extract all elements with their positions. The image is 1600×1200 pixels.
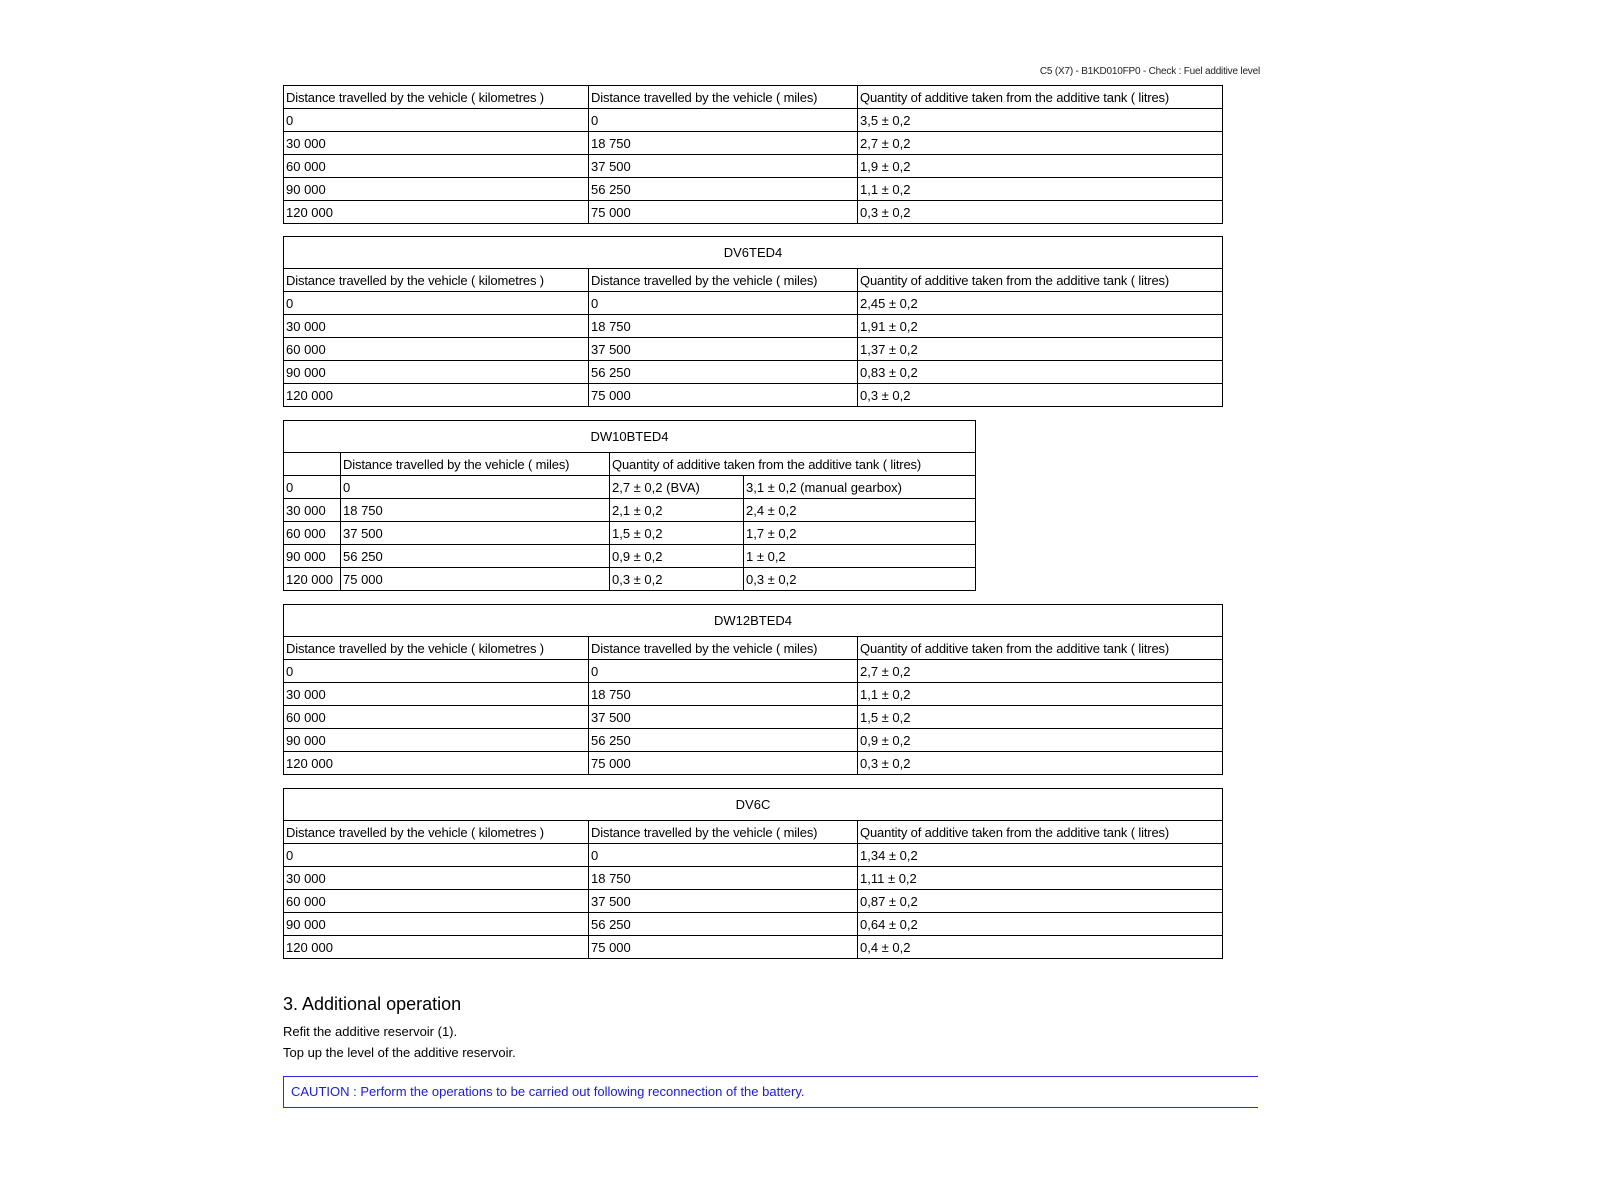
cell: 75 000 (341, 568, 610, 591)
table-row (284, 361, 1223, 384)
col-header-km: Distance travelled by the vehicle ( kilometres ) (284, 86, 589, 109)
cell: 1,9 ± 0,2 (858, 155, 1223, 178)
col-header-quantity: Quantity of additive taken from the additive tank ( litres) (858, 86, 1223, 109)
cell: 2,4 ± 0,2 (744, 499, 976, 522)
cell: 56 250 (341, 545, 610, 568)
cell: 90 000 (284, 361, 589, 384)
cell: 0 (341, 476, 610, 499)
cell: 0 (589, 292, 858, 315)
page-header: C5 (X7) - B1KD010FP0 - Check : Fuel additive level (1039, 66, 1260, 77)
cell: 60 000 (284, 890, 589, 913)
table-row (284, 683, 1223, 706)
table-row (284, 384, 1223, 407)
cell: 1,34 ± 0,2 (858, 844, 1223, 867)
cell: 0,3 ± 0,2 (858, 201, 1223, 224)
cell: 0 (284, 292, 589, 315)
cell: 0 (589, 109, 858, 132)
cell: 0 (589, 844, 858, 867)
table-row (284, 890, 1223, 913)
cell: 120 000 (284, 384, 589, 407)
cell: 0 (284, 660, 589, 683)
col-header-quantity: Quantity of additive taken from the additive tank ( litres) (858, 821, 1223, 844)
cell: 0,87 ± 0,2 (858, 890, 1223, 913)
table-row (284, 706, 1223, 729)
table-row (284, 545, 976, 568)
col-header-miles: Distance travelled by the vehicle ( miles) (589, 269, 858, 292)
table-title-row (284, 237, 1223, 269)
cell: 56 250 (589, 729, 858, 752)
additive-table-dv6ted4 (283, 236, 1223, 407)
table-row (284, 660, 1223, 683)
cell: 37 500 (589, 706, 858, 729)
cell: 1,1 ± 0,2 (858, 178, 1223, 201)
cell: 0 (284, 109, 589, 132)
table-row (284, 499, 976, 522)
cell: 75 000 (589, 384, 858, 407)
col-header-km: Distance travelled by the vehicle ( kilometres ) (284, 637, 589, 660)
cell: 30 000 (284, 132, 589, 155)
cell: 3,1 ± 0,2 (manual gearbox) (744, 476, 976, 499)
table-row (284, 844, 1223, 867)
cell: 18 750 (341, 499, 610, 522)
cell: 0,9 ± 0,2 (858, 729, 1223, 752)
cell: 56 250 (589, 361, 858, 384)
cell: 0,83 ± 0,2 (858, 361, 1223, 384)
table-row (284, 109, 1223, 132)
cell: 30 000 (284, 499, 341, 522)
cell: 60 000 (284, 338, 589, 361)
col-header-miles: Distance travelled by the vehicle ( miles) (341, 453, 610, 476)
cell: 18 750 (589, 315, 858, 338)
cell: 30 000 (284, 683, 589, 706)
table-row (284, 752, 1223, 775)
table-row (284, 132, 1223, 155)
cell: 0,4 ± 0,2 (858, 936, 1223, 959)
cell: 2,7 ± 0,2 (858, 132, 1223, 155)
col-header-miles: Distance travelled by the vehicle ( miles) (589, 637, 858, 660)
caution-text: CAUTION : Perform the operations to be carried out following reconnection of the battery. (291, 1084, 805, 1099)
table-row (284, 867, 1223, 890)
table-row (284, 568, 976, 591)
cell: 2,1 ± 0,2 (610, 499, 744, 522)
cell: 30 000 (284, 315, 589, 338)
table-row (284, 201, 1223, 224)
table-row (284, 292, 1223, 315)
cell: 18 750 (589, 683, 858, 706)
table-row (284, 315, 1223, 338)
instruction-line: Refit the additive reservoir (1). (283, 1024, 458, 1039)
table-row (284, 729, 1223, 752)
table-title: DV6TED4 (284, 237, 1223, 269)
table-row (284, 522, 976, 545)
cell: 2,45 ± 0,2 (858, 292, 1223, 315)
cell: 37 500 (341, 522, 610, 545)
cell: 90 000 (284, 913, 589, 936)
table-title: DW12BTED4 (284, 605, 1223, 637)
table-row (284, 936, 1223, 959)
cell: 0,64 ± 0,2 (858, 913, 1223, 936)
cell: 18 750 (589, 132, 858, 155)
col-header-km (284, 453, 341, 476)
cell: 37 500 (589, 338, 858, 361)
cell: 60 000 (284, 155, 589, 178)
section-title: 3. Additional operation (283, 994, 462, 1014)
col-header-km: Distance travelled by the vehicle ( kilometres ) (284, 269, 589, 292)
cell: 1,37 ± 0,2 (858, 338, 1223, 361)
table-header-row (284, 637, 1223, 660)
cell: 1,7 ± 0,2 (744, 522, 976, 545)
table-header-row (284, 821, 1223, 844)
cell: 0,3 ± 0,2 (744, 568, 976, 591)
cell: 18 750 (589, 867, 858, 890)
cell: 60 000 (284, 522, 341, 545)
cell: 0 (284, 844, 589, 867)
cell: 2,7 ± 0,2 (858, 660, 1223, 683)
caution-box (283, 1076, 1258, 1108)
cell: 0,3 ± 0,2 (610, 568, 744, 591)
cell: 1,11 ± 0,2 (858, 867, 1223, 890)
cell: 30 000 (284, 867, 589, 890)
cell: 120 000 (284, 936, 589, 959)
cell: 75 000 (589, 936, 858, 959)
table-title: DW10BTED4 (284, 421, 976, 453)
additive-table-dw10bted4 (283, 420, 976, 591)
table-row (284, 913, 1223, 936)
additive-table-1 (283, 85, 1223, 224)
table-row (284, 155, 1223, 178)
cell: 3,5 ± 0,2 (858, 109, 1223, 132)
instruction-line: Top up the level of the additive reservoir. (283, 1045, 516, 1060)
cell: 1,91 ± 0,2 (858, 315, 1223, 338)
cell: 75 000 (589, 752, 858, 775)
cell: 120 000 (284, 752, 589, 775)
cell: 75 000 (589, 201, 858, 224)
additive-table-dw12bted4 (283, 604, 1223, 775)
table-title-row (284, 789, 1223, 821)
cell: 120 000 (284, 201, 589, 224)
cell: 56 250 (589, 178, 858, 201)
table-header-row (284, 269, 1223, 292)
cell: 0 (589, 660, 858, 683)
cell: 1 ± 0,2 (744, 545, 976, 568)
cell: 0,3 ± 0,2 (858, 752, 1223, 775)
table-title-row (284, 605, 1223, 637)
cell: 56 250 (589, 913, 858, 936)
table-title: DV6C (284, 789, 1223, 821)
col-header-quantity: Quantity of additive taken from the additive tank ( litres) (610, 453, 976, 476)
cell: 90 000 (284, 545, 341, 568)
cell: 1,5 ± 0,2 (610, 522, 744, 545)
col-header-miles: Distance travelled by the vehicle ( miles) (589, 86, 858, 109)
col-header-quantity: Quantity of additive taken from the additive tank ( litres) (858, 269, 1223, 292)
cell: 0 (284, 476, 341, 499)
cell: 1,5 ± 0,2 (858, 706, 1223, 729)
cell: 0,3 ± 0,2 (858, 384, 1223, 407)
cell: 60 000 (284, 706, 589, 729)
cell: 120 000 (284, 568, 341, 591)
cell: 37 500 (589, 890, 858, 913)
col-header-km: Distance travelled by the vehicle ( kilometres ) (284, 821, 589, 844)
col-header-quantity: Quantity of additive taken from the additive tank ( litres) (858, 637, 1223, 660)
table-title-row (284, 421, 976, 453)
col-header-miles: Distance travelled by the vehicle ( miles) (589, 821, 858, 844)
table-row (284, 178, 1223, 201)
cell: 2,7 ± 0,2 (BVA) (610, 476, 744, 499)
cell: 1,1 ± 0,2 (858, 683, 1223, 706)
cell: 37 500 (589, 155, 858, 178)
additive-table-dv6c (283, 788, 1223, 959)
cell: 90 000 (284, 729, 589, 752)
cell: 0,9 ± 0,2 (610, 545, 744, 568)
table-header-row (284, 86, 1223, 109)
table-row (284, 476, 976, 499)
table-row (284, 338, 1223, 361)
cell: 90 000 (284, 178, 589, 201)
table-header-row (284, 453, 976, 476)
